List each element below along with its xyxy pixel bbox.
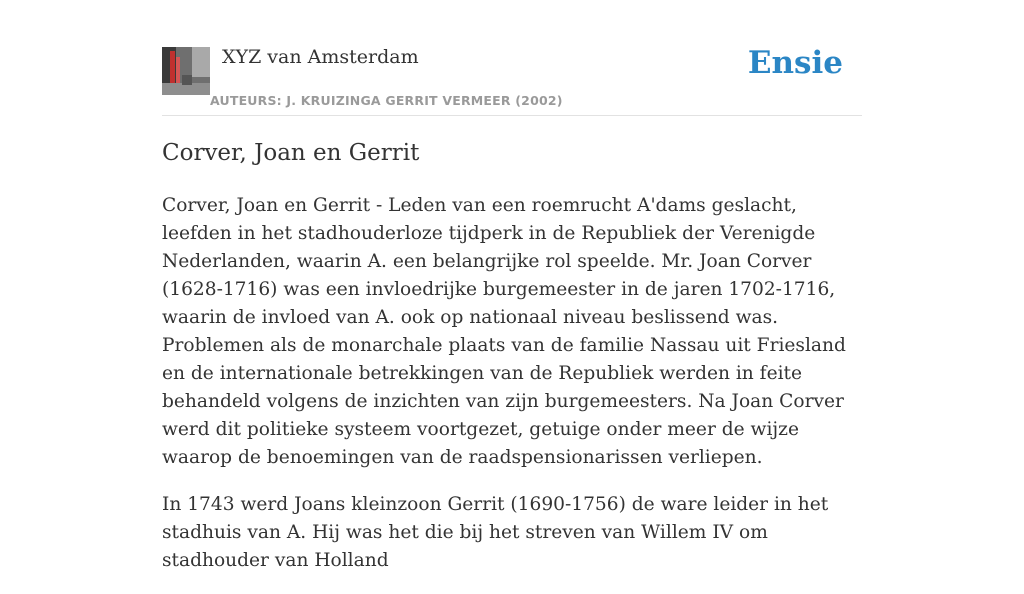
article-body bbox=[162, 192, 862, 594]
article-paragraph: In 1743 werd Joans kleinzoon Gerrit (1690-1756) de ware leider in het stadhuis van A. Hij was het die bij het streven van Willem IV om stadhouder van Holland bbox=[162, 494, 829, 571]
brand-logo[interactable]: Ensie bbox=[747, 45, 843, 81]
site-name[interactable]: XYZ van Amsterdam bbox=[222, 46, 419, 68]
article-paragraph: Corver, Joan en Gerrit - Leden van een roemrucht A'dams geslacht, leefden in het stadhouderloze tijdperk in de Republiek der Verenigde Nederlanden, waarin A. een belangrijke rol speelde. Mr. Joan Corver (1628-1716) was een invloedrijke burgemeester in de jaren 1702-1716, waarin de invloed van A. ook op nationaal niveau beslissend was. Problemen als de monarchale plaats van de familie Nassau uit Friesland en de internationale betrekkingen van de Republiek werden in feite behandeld volgens de inzichten van zijn burgemeesters. Na Joan Corver werd dit politieke systeem voortgezet, getuige onder meer de wijze waarop de benoemingen van de raadspensionarissen verliepen. bbox=[162, 195, 846, 468]
avatar-photo-icon bbox=[162, 47, 210, 95]
header bbox=[162, 0, 862, 116]
avatar[interactable] bbox=[162, 47, 210, 95]
page-container bbox=[162, 0, 862, 571]
article-title: Corver, Joan en Gerrit bbox=[162, 140, 420, 166]
authors-line: AUTEURS: J. KRUIZINGA GERRIT VERMEER (2002) bbox=[210, 93, 563, 108]
